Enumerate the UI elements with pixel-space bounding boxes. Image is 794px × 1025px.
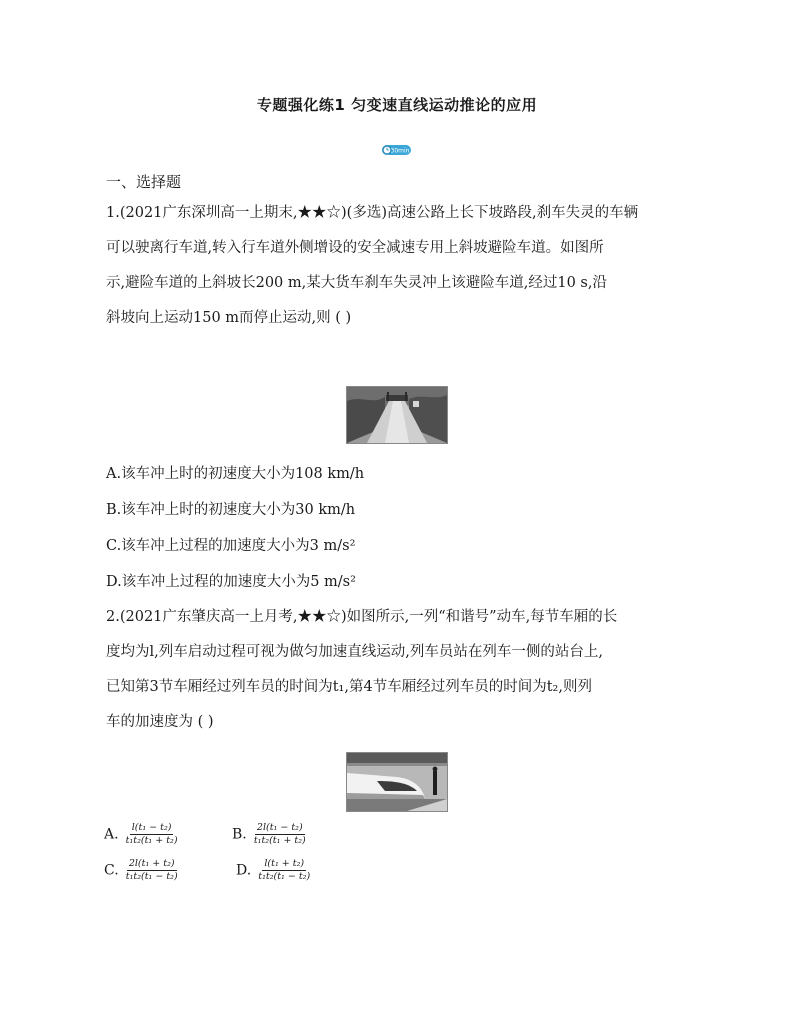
question-1 bbox=[106, 196, 696, 336]
question-2-option-c bbox=[104, 858, 180, 883]
timer-badge bbox=[382, 141, 412, 153]
fraction-denominator: t₁t₂(t₁ − t₂) bbox=[258, 871, 311, 882]
fraction-numerator: 2l(t₁ + t₂) bbox=[128, 858, 175, 869]
train-photo bbox=[346, 752, 448, 812]
page-title: 专题强化练1 匀变速直线运动推论的应用 bbox=[256, 96, 538, 114]
question-1-option-d: D.该车冲上过程的加速度大小为5 m/s² bbox=[106, 574, 356, 590]
question-2-line: 车的加速度为 ( ) bbox=[106, 714, 214, 730]
option-label: B. bbox=[232, 826, 247, 843]
fraction-numerator: 2l(t₁ − t₂) bbox=[256, 822, 303, 833]
question-2 bbox=[106, 600, 696, 740]
fraction-numerator: l(t₁ + t₂) bbox=[264, 858, 305, 869]
question-2-line: 2.(2021广东肇庆高一上月考,★★☆)如图所示,一列“和谐号”动车,每节车厢的长 bbox=[106, 609, 618, 625]
fraction-numerator: l(t₁ − t₂) bbox=[131, 822, 172, 833]
section-heading: 一、选择题 bbox=[106, 173, 182, 191]
escape-ramp-photo bbox=[346, 386, 448, 444]
fraction bbox=[252, 822, 308, 847]
question-1-line: 斜坡向上运动150 m而停止运动,则 ( ) bbox=[106, 310, 352, 326]
question-2-option-a bbox=[104, 822, 180, 847]
question-1-option-c: C.该车冲上过程的加速度大小为3 m/s² bbox=[106, 538, 356, 554]
question-1-line: 1.(2021广东深圳高一上期末,★★☆)(多选)高速公路上长下坡路段,刹车失灵的车辆 bbox=[106, 205, 639, 221]
question-1-option-b: B.该车冲上时的初速度大小为30 km/h bbox=[106, 502, 356, 518]
option-label: D. bbox=[236, 862, 252, 879]
question-1-option-a: A.该车冲上时的初速度大小为108 km/h bbox=[106, 466, 365, 482]
question-1-line: 可以驶离行车道,转入行车道外侧增设的安全减速专用上斜坡避险车道。如图所 bbox=[106, 240, 604, 256]
timer-icon bbox=[382, 144, 412, 156]
fraction-denominator: t₁t₂(t₁ − t₂) bbox=[125, 871, 178, 882]
question-2-option-d bbox=[236, 858, 312, 883]
fraction bbox=[124, 858, 180, 883]
fraction-denominator: t₁t₂(t₁ + t₂) bbox=[253, 835, 306, 846]
question-1-line: 示,避险车道的上斜坡长200 m,某大货车刹车失灵冲上该避险车道,经过10 s,沿 bbox=[106, 275, 607, 291]
question-2-line: 度均为l,列车启动过程可视为做匀加速直线运动,列车员站在列车一侧的站台上, bbox=[106, 644, 603, 660]
fraction-denominator: t₁t₂(t₁ + t₂) bbox=[125, 835, 178, 846]
question-2-option-b bbox=[232, 822, 308, 847]
option-label: A. bbox=[104, 826, 119, 843]
timer-label: 30min bbox=[390, 147, 410, 155]
fraction bbox=[124, 822, 180, 847]
question-2-line: 已知第3节车厢经过列车员的时间为t₁,第4节车厢经过列车员的时间为t₂,则列 bbox=[106, 679, 592, 695]
fraction bbox=[256, 858, 312, 883]
option-label: C. bbox=[104, 862, 119, 879]
